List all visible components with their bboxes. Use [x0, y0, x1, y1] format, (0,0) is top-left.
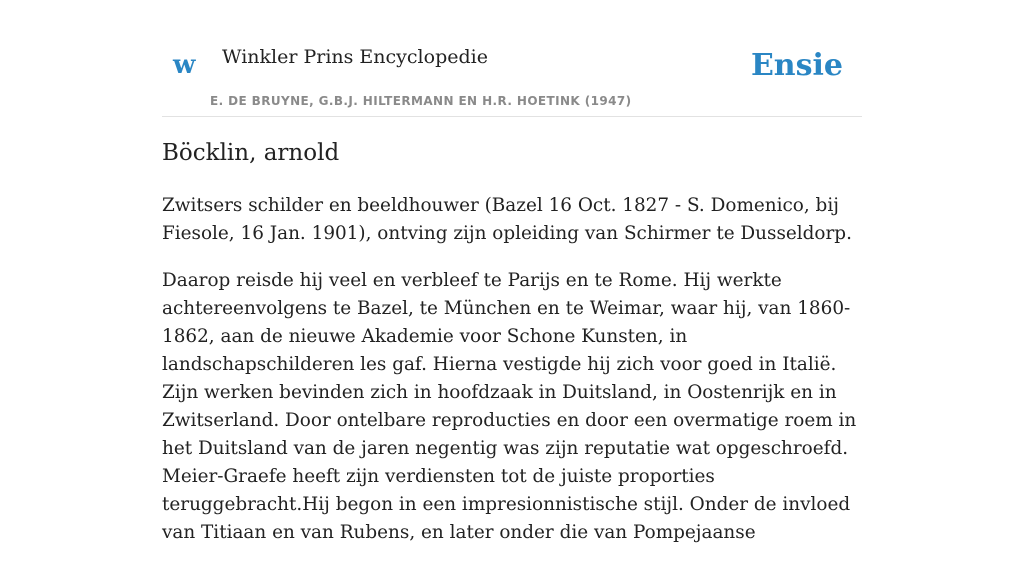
header [162, 0, 862, 117]
site-logo[interactable]: Ensie [750, 48, 843, 83]
book-logo[interactable]: w [173, 50, 196, 80]
page-container [162, 0, 862, 543]
entry-body [162, 192, 862, 566]
entry-paragraph: Daarop reisde hij veel en verbleef te Parijs en te Rome. Hij werkte achtereenvolgens te Bazel, te München en te Weimar, waar hij, van 1860-1862, aan de nieuwe Akademie voor Schone Kunsten, in landschapschilderen les gaf. Hierna vestigde hij zich voor goed in Italië. Zijn werken bevinden zich in hoofdzaak in Duitsland, in Oostenrijk en in Zwitserland. Door ontelbare reproducties en door een overmatige roem in het Duitsland van de jaren negentig was zijn reputatie wat opgeschroefd. Meier-Graefe heeft zijn verdiensten tot de juiste proporties teruggebracht.Hij begon in een impresionnistische stijl. Onder de invloed van Titiaan en van Rubens, en later onder die van Pompejaanse [162, 270, 857, 543]
entry-paragraph: Zwitsers schilder en beeldhouwer (Bazel 16 Oct. 1827 - S. Domenico, bij Fiesole, 16 Jan. 1901), ontving zijn opleiding van Schirmer te Dusseldorp. [162, 195, 852, 244]
book-title[interactable]: Winkler Prins Encyclopedie [222, 46, 488, 68]
entry-title: Böcklin, arnold [162, 140, 340, 166]
book-authors: E. DE BRUYNE, G.B.J. HILTERMANN EN H.R. HOETINK (1947) [210, 94, 632, 108]
